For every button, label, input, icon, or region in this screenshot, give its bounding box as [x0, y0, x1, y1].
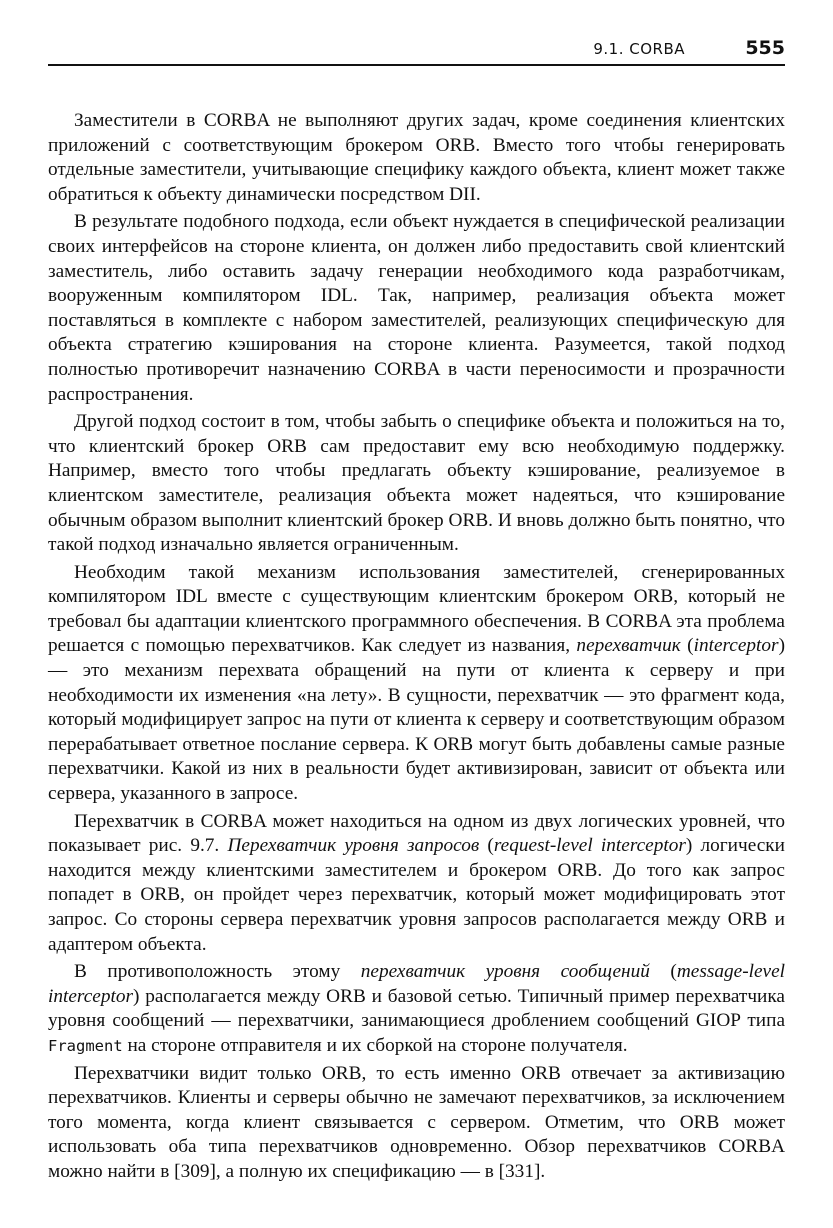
- paragraph: [48, 210, 785, 407]
- paragraph: [48, 410, 785, 558]
- code-term: Fragment: [48, 1036, 123, 1055]
- text-run: ) располагается между ORB и базовой сетью. Типичный пример перехватчика уровня сообщений — перехватчики, занимающиеся дроблением сообщений GIOP типа: [48, 985, 785, 1032]
- italic-term: message-level interceptor: [48, 961, 785, 1007]
- body-text: [48, 109, 785, 1188]
- text-run: В противоположность этому: [74, 961, 361, 983]
- text-run: (: [479, 835, 494, 857]
- italic-term: перехватчик уровня сообщений: [360, 961, 650, 983]
- page-number: 555: [745, 37, 785, 59]
- text-run: (: [649, 961, 677, 983]
- text-run: ) — это механизм перехвата обращений на пути от клиента к серверу и при необходимости их изменения «на лету». В сущности, перехватчик — это фрагмент кода, который модифицирует запрос на пути от клиента к серверу и соответствующим образом перерабатывает ответное послание сервера. К ORB могут быть добавлены самые разные перехватчики. Какой из них в реальности будет активизирован, зависит от объекта или сервера, указанного в запросе.: [48, 635, 785, 805]
- text-run: ) логически находится между клиентскими заместителем и брокером ORB. До того как запрос попадет в ORB, он пройдет через перехватчик, который может модифицировать этот запрос. Со стороны сервера перехватчик уровня запросов располагается между ORB и адаптером объекта.: [48, 835, 785, 955]
- text-run: на стороне отправителя и их сборкой на стороне получателя.: [122, 1034, 628, 1056]
- text-run: Необходим такой механизм использования заместителей, сгенерированных компилятором IDL вместе с существующим клиентским брокером ORB, который не требовал бы адаптации клиентского программного обеспечения. В CORBA эта проблема решается с помощью перехватчиков. Как следует из названия,: [48, 561, 785, 657]
- italic-term: request-level interceptor: [493, 835, 686, 857]
- paragraph: [48, 810, 785, 958]
- text-run: Другой подход состоит в том, чтобы забыть о специфике объекта и положиться на то, что клиентский брокер ORB сам предоставит ему всю необходимую поддержку. Например, вместо того чтобы предлагать объекту кэширование, реализуемое в клиентском заместителе, реализация объекта может надеяться, что кэширование обычным образом выполнит клиентский брокер ORB. И вновь должно быть понятно, что такой подход изначально является ограниченным.: [48, 411, 785, 556]
- italic-term: interceptor: [693, 635, 779, 657]
- italic-term: перехватчик: [576, 635, 681, 657]
- italic-term: Перехватчик уровня запросов: [227, 835, 480, 857]
- section-title: 9.1. CORBA: [593, 40, 685, 58]
- running-head: [48, 38, 785, 66]
- paragraph: [48, 109, 785, 207]
- text-run: Перехватчики видит только ORB, то есть именно ORB отвечает за активизацию перехватчиков. Клиенты и серверы обычно не замечают перехватчиков, за исключением того момента, когда клиент связывается с сервером. Отметим, что ORB может использовать оба типа перехватчиков одновременно. Обзор перехватчиков CORBA можно найти в [309], а полную их спецификацию — в [331].: [48, 1062, 785, 1182]
- paragraph: [48, 960, 785, 1058]
- paragraph: [48, 561, 785, 807]
- paragraph: [48, 1062, 785, 1185]
- text-run: Заместители в CORBA не выполняют других задач, кроме соединения клиентских приложений с соответствующим брокером ORB. Вместо того чтобы генерировать отдельные заместители, учитывающие специфику каждого объекта, клиент может также обратиться к объекту динамически посредством DII.: [48, 110, 785, 205]
- text-run: (: [680, 635, 694, 657]
- text-run: Перехватчик в CORBA может находиться на одном из двух логических уровней, что показывает рис. 9.7.: [48, 810, 785, 857]
- text-run: В результате подобного подхода, если объект нуждается в специфической реализации своих интерфейсов на стороне клиента, он должен либо предоставить свой клиентский заместитель, либо оставить задачу генерации необходимого кода разработчикам, вооруженным компилятором IDL. Так, например, реализация объекта может поставляться в комплекте с набором заместителей, реализующих специфическую для объекта стратегию кэширования на стороне клиента. Разумеется, такой подход полностью противоречит назначению CORBA в части переносимости и прозрачности распространения.: [48, 211, 785, 405]
